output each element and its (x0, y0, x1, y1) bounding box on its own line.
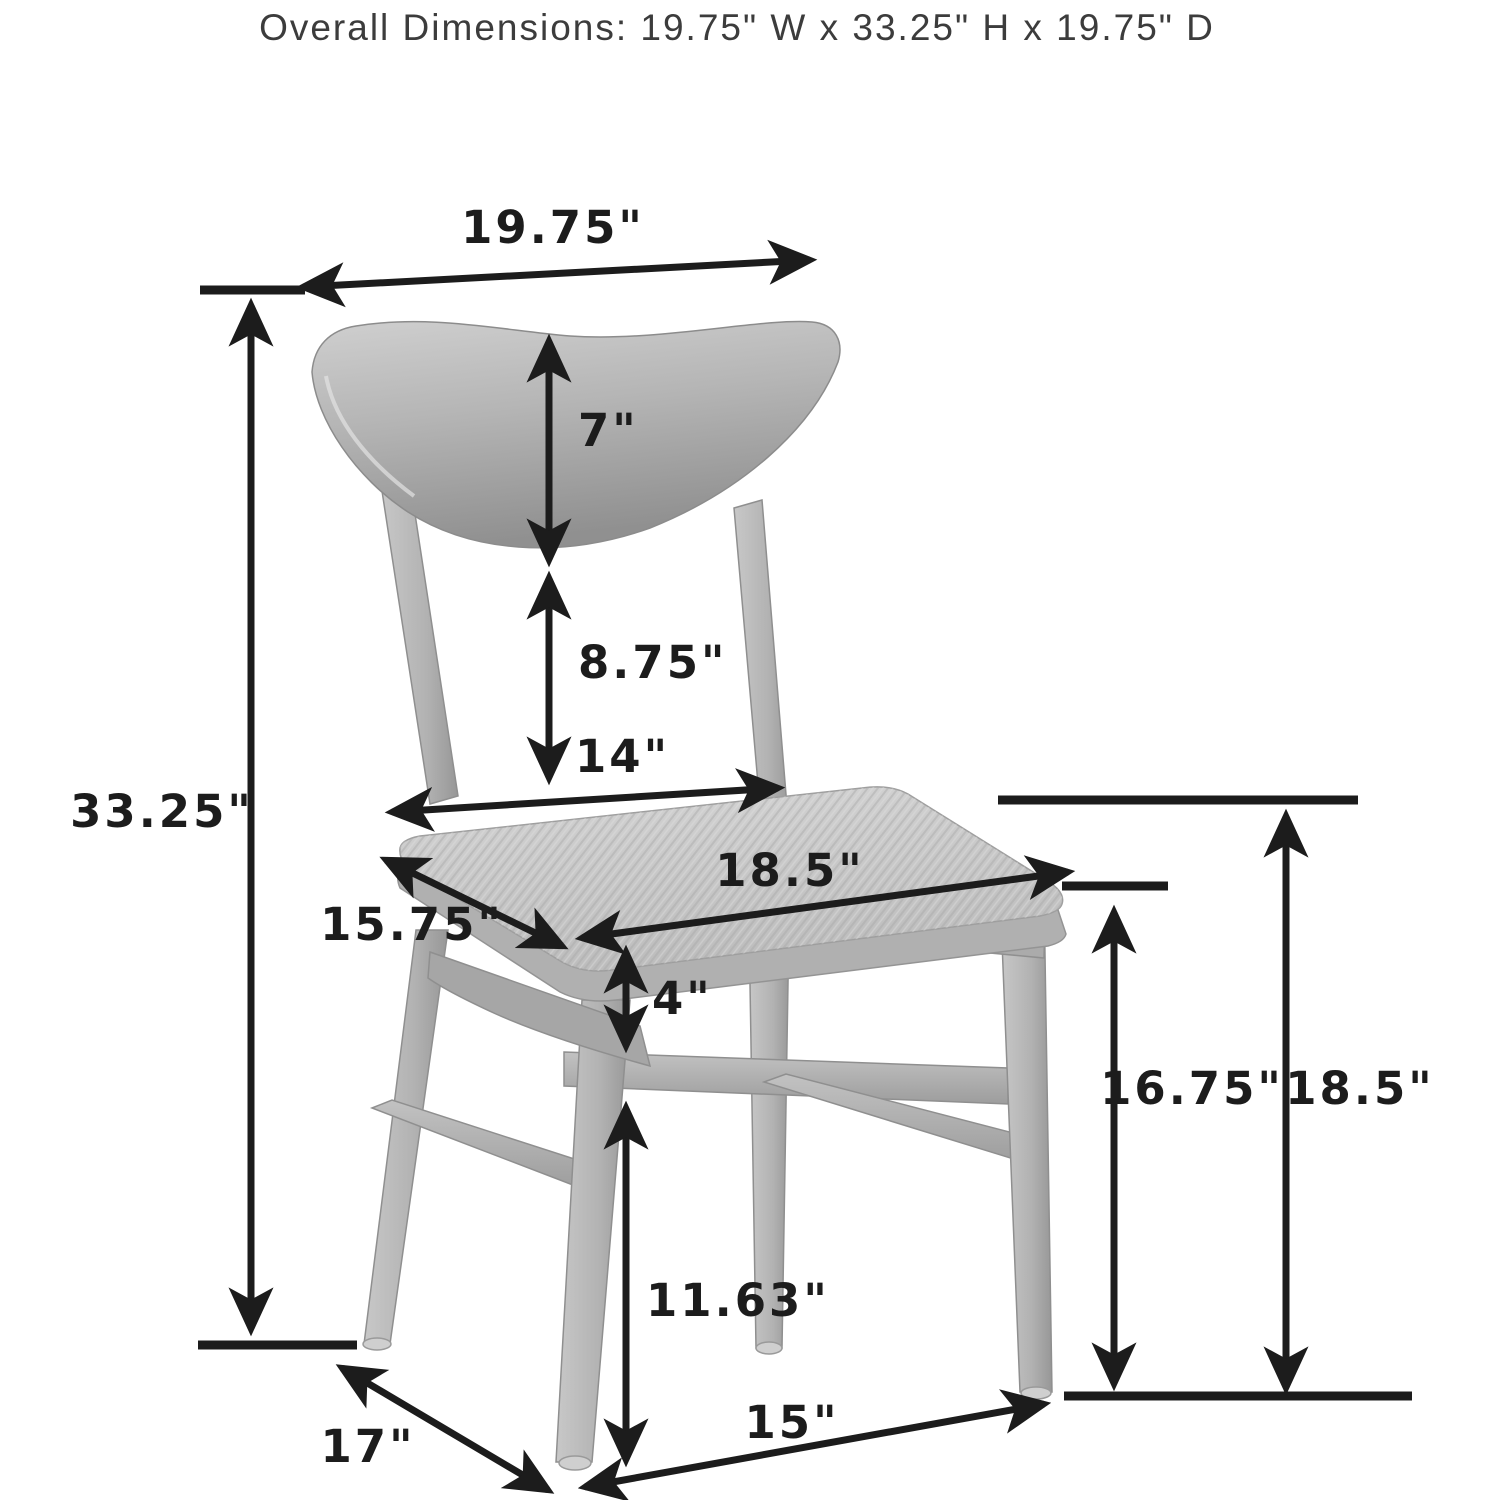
foot-rear-left (363, 1338, 391, 1350)
leg-rear-left (364, 930, 448, 1344)
dim-front-leg-span (585, 1396, 1044, 1487)
dim-side-leg-span-label: 17" (320, 1420, 416, 1473)
dim-seat-height-label: 18.5" (1285, 1062, 1435, 1115)
dim-seat-side-depth-label: 15.75" (320, 898, 504, 951)
dim-stretcher-height-label: 11.63" (646, 1274, 830, 1327)
dim-front-leg-span-label: 15" (744, 1396, 840, 1449)
dim-overall-height-label: 33.25" (70, 785, 254, 838)
dim-seat-thickness-label: 4" (652, 972, 713, 1025)
dim-back-width (303, 201, 810, 287)
dim-backrest-height-label: 7" (578, 404, 639, 457)
dim-back-width-label: 19.75" (461, 201, 645, 254)
dim-back-gap-label: 8.75" (578, 636, 728, 689)
dim-seat-width-label: 18.5" (715, 844, 865, 897)
foot-front-right (1021, 1387, 1051, 1399)
foot-rear-right (756, 1342, 782, 1354)
foot-front-left (559, 1456, 591, 1470)
dim-overall-height (70, 290, 357, 1345)
dim-seat-depth-top-label: 14" (575, 730, 671, 783)
page-title: Overall Dimensions: 19.75" W x 33.25" H x 19.75" D (259, 7, 1215, 48)
dim-side-leg-span (320, 1368, 548, 1490)
dim-apron-height-label: 16.75" (1100, 1062, 1284, 1115)
dim-apron-height (1062, 886, 1284, 1384)
